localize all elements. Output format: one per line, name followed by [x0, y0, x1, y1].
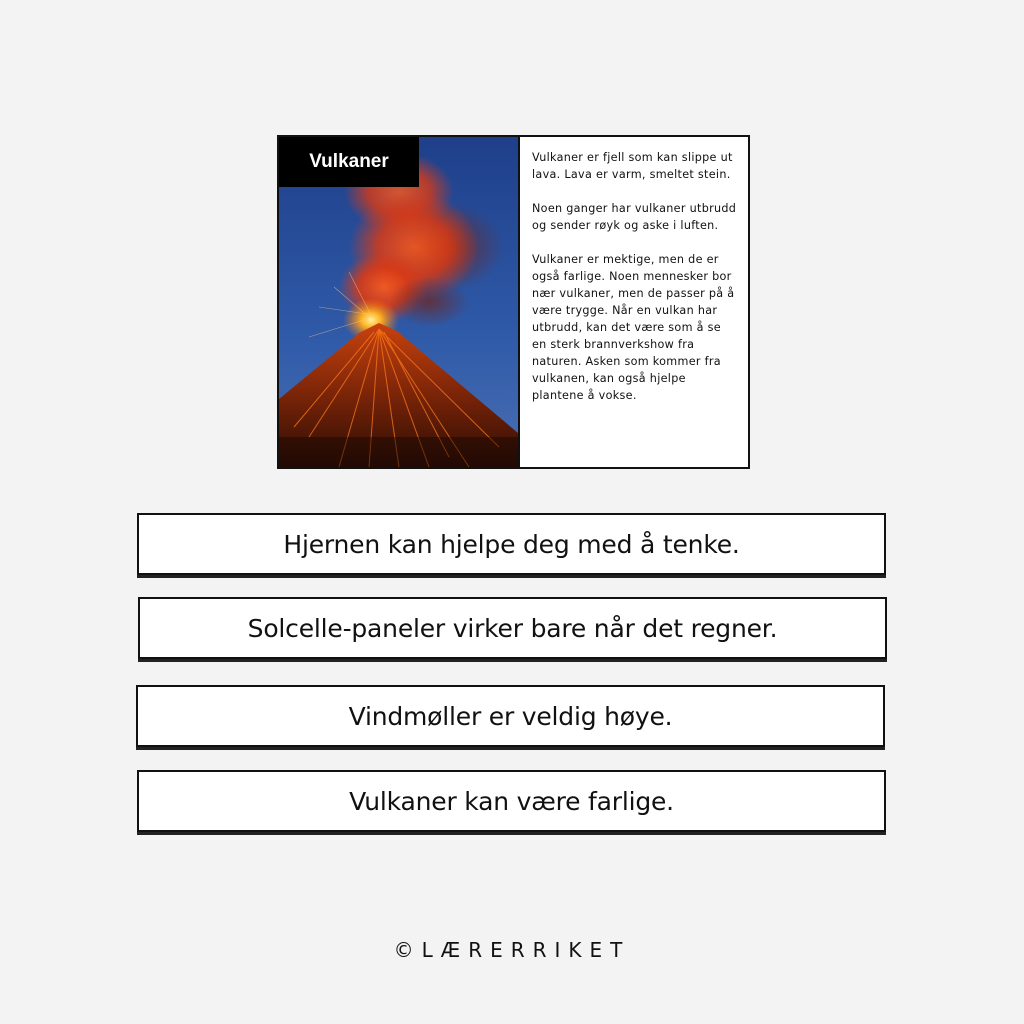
- volcano-image: [279, 137, 520, 467]
- statement-option-1[interactable]: Hjernen kan hjelpe deg med å tenke.: [137, 513, 886, 575]
- info-card: [277, 135, 750, 469]
- card-paragraph-1: Vulkaner er fjell som kan slippe ut lava. Lava er varm, smeltet stein.: [532, 151, 733, 181]
- card-title: Vulkaner: [279, 137, 419, 187]
- card-paragraph-2: Noen ganger har vulkaner utbrudd og sender røyk og aske i luften.: [532, 202, 737, 232]
- card-description: [520, 137, 748, 467]
- card-paragraph-3: Vulkaner er mektige, men de er også farlige. Noen mennesker bor nær vulkaner, men de passer på å være trygge. Når en vulkan har utbrudd, kan det være som å se en sterk brannverkshow fra naturen. Asken som kommer fra vulkanen, kan også hjelpe plantene å vokse.: [532, 253, 735, 402]
- statement-option-2[interactable]: Solcelle-paneler virker bare når det regner.: [138, 597, 887, 659]
- statement-option-4[interactable]: Vulkaner kan være farlige.: [137, 770, 886, 832]
- statement-option-3[interactable]: Vindmøller er veldig høye.: [136, 685, 885, 747]
- copyright-footer: ©LÆRERRIKET: [393, 938, 631, 962]
